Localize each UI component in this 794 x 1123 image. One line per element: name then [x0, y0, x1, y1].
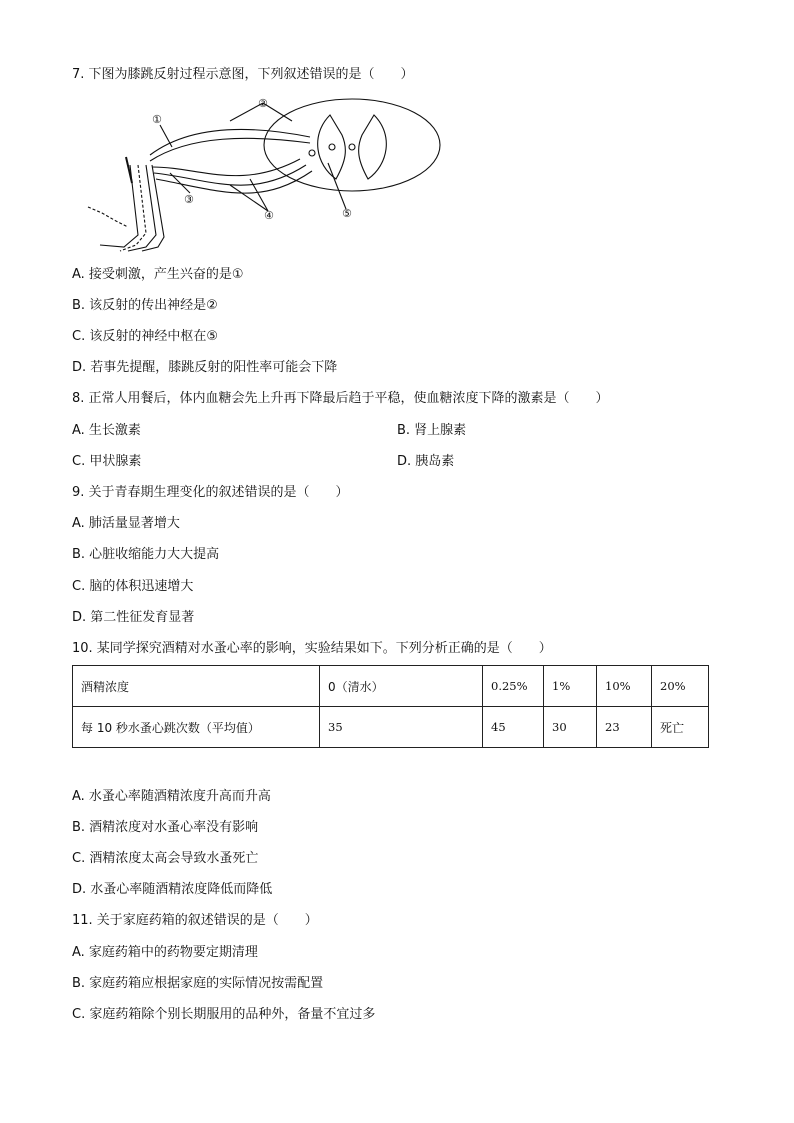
label-5: ⑤ — [342, 207, 352, 220]
table-cell: 1% — [544, 666, 597, 707]
knee-jerk-reflex-diagram — [80, 95, 450, 255]
q10-option-d: D. 水蚤心率随酒精浓度降低而降低 — [72, 882, 273, 897]
table-cell: 酒精浓度 — [73, 666, 320, 707]
label-2: ② — [258, 97, 268, 110]
q7-stem: 7. 下图为膝跳反射过程示意图，下列叙述错误的是（ ） — [72, 67, 414, 82]
q11-option-a: A. 家庭药箱中的药物要定期清理 — [72, 945, 258, 960]
q8-option-b: B. 肾上腺素 — [397, 423, 467, 438]
q9-option-b: B. 心脏收缩能力大大提高 — [72, 547, 220, 562]
q8-option-a: A. 生长激素 — [72, 423, 141, 438]
q7-option-b: B. 该反射的传出神经是② — [72, 298, 218, 313]
q8-option-c: C. 甲状腺素 — [72, 454, 142, 469]
q10-stem: 10. 某同学探究酒精对水蚤心率的影响，实验结果如下。下列分析正确的是（ ） — [72, 641, 552, 656]
table-row — [73, 707, 709, 748]
q9-option-a: A. 肺活量显著增大 — [72, 516, 180, 531]
table-cell: 30 — [544, 707, 597, 748]
q8-stem: 8. 正常人用餐后，体内血糖会先上升再下降最后趋于平稳，使血糖浓度下降的激素是（ ） — [72, 391, 609, 406]
q11-option-b: B. 家庭药箱应根据家庭的实际情况按需配置 — [72, 976, 324, 991]
label-3: ③ — [184, 193, 194, 206]
label-4: ④ — [264, 209, 274, 222]
q10-option-a: A. 水蚤心率随酒精浓度升高而升高 — [72, 789, 271, 804]
table-cell: 死亡 — [652, 707, 709, 748]
table-cell: 20% — [652, 666, 709, 707]
q7-option-d: D. 若事先提醒，膝跳反射的阳性率可能会下降 — [72, 360, 338, 375]
table-cell: 0.25% — [483, 666, 544, 707]
q8-option-d: D. 胰岛素 — [397, 454, 455, 469]
q9-option-d: D. 第二性征发育显著 — [72, 610, 195, 625]
label-1: ① — [152, 113, 162, 126]
table-row — [73, 666, 709, 707]
table-cell: 35 — [320, 707, 483, 748]
q9-stem: 9. 关于青春期生理变化的叙述错误的是（ ） — [72, 485, 349, 500]
table-cell: 每 10 秒水蚤心跳次数（平均值） — [73, 707, 320, 748]
q7-option-a: A. 接受刺激，产生兴奋的是① — [72, 267, 244, 282]
table-cell: 0（清水） — [320, 666, 483, 707]
q11-option-c: C. 家庭药箱除个别长期服用的品种外，备量不宜过多 — [72, 1007, 376, 1022]
q11-stem: 11. 关于家庭药箱的叙述错误的是（ ） — [72, 913, 318, 928]
table-cell: 45 — [483, 707, 544, 748]
q10-option-b: B. 酒精浓度对水蚤心率没有影响 — [72, 820, 259, 835]
table-cell: 23 — [597, 707, 652, 748]
q10-option-c: C. 酒精浓度太高会导致水蚤死亡 — [72, 851, 259, 866]
q9-option-c: C. 脑的体积迅速增大 — [72, 579, 194, 594]
table-cell: 10% — [597, 666, 652, 707]
q7-option-c: C. 该反射的神经中枢在⑤ — [72, 329, 218, 344]
results-table — [72, 665, 709, 748]
